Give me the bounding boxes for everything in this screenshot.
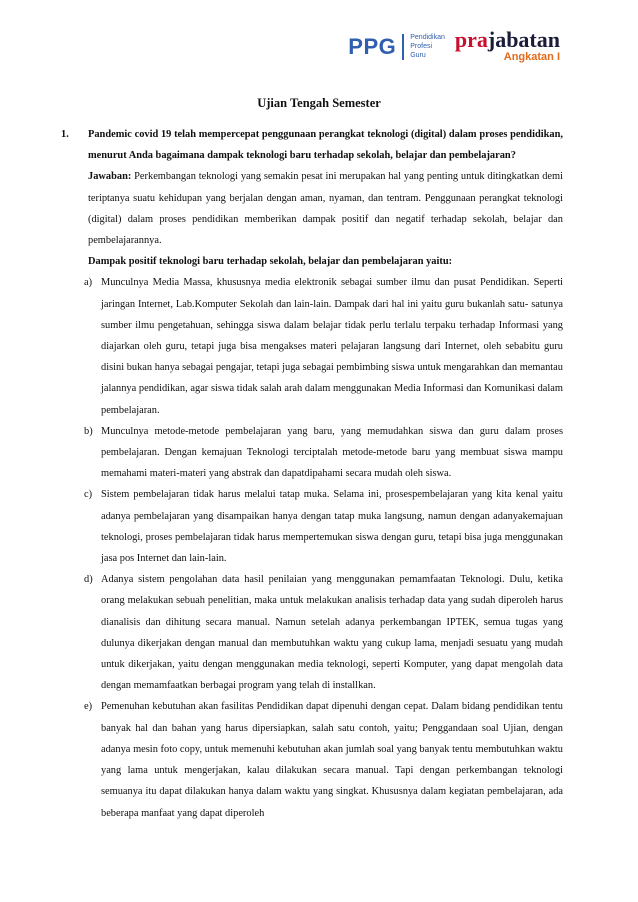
list-item-text: Munculnya metode-metode pembelajaran yang baru, yang memudahkan siswa dan guru dalam proses pembelajaran. Dengan kemajuan Teknologi terciptalah metode-metode baru yang membuat siswa mampu memahami materi-materi yang abstrak dan dapatdipahami secara mudah oleh siswa.: [101, 425, 563, 480]
document-body: [61, 124, 563, 824]
answer-paragraph: [88, 166, 563, 251]
list-item-text: Pemenuhan kebutuhan akan fasilitas Pendidikan dapat dipenuhi dengan cepat. Dalam bidang pendidikan tentu banyak hal dan bahan yang harus dipersiapkan, salah satu contoh, yaitu; Penggandaan soal Ujian, dengan adanya mesin foto copy, untuk memenuhi kebutuhan akan jumlah soal yang banyak tentu membutuhkan waktu yang lama untuk mengerjakan, kalau dilakukan secara manual. Tapi dengan perkembangan teknologi semuanya itu dapat dilakukan hanya dalam waktu yang singkat. Khususnya dalam kegiatan pembelajaran, ada beberapa manfaat yang dapat diperoleh: [101, 701, 563, 819]
question-text: Pandemic covid 19 telah mempercepat penggunaan perangkat teknologi (digital) dalam proses pendidikan, menurut Anda bagaimana dampak teknologi baru terhadap sekolah, belajar dan pembelajaran?: [88, 129, 563, 162]
list-item-text: Munculnya Media Massa, khususnya media elektronik sebagai sumber ilmu dan pusat Pendidikan. Seperti jaringan Internet, Lab.Komputer Sekolah dan lain-lain. Dampak dari hal ini yaitu guru bukanlah satu- satunya sumber ilmu pengetahuan, sehingga siswa dalam belajar tidak perlu terlalu terpaku terhadap Informasi yang diajarkan oleh guru, tetapi juga bisa mengakses materi pelajaran langsung dari Internet, oleh sebabitu guru disini bukan hanya sebagai pengajar, tetapi juga sebagai pembimbing siswa untuk mengarahkan dan memantau jalannya pendidikan, agar siswa tidak salah arah dalam menggunakan Media Informasi dan Komunikasi dalam pembelajaran.: [101, 277, 563, 416]
list-item: [84, 272, 563, 420]
ppg-sub-line: Guru: [410, 52, 426, 59]
ppg-sub-line: Profesi: [410, 43, 433, 50]
prajabatan-jabatan: jabatan: [487, 27, 560, 52]
list-item-marker: e): [84, 701, 93, 713]
list-item-marker: a): [84, 277, 93, 289]
angkatan-label: Angkatan I: [503, 51, 560, 63]
question-number: 1.: [61, 129, 69, 140]
ppg-sub-line: Pendidikan: [410, 34, 445, 41]
document-title: Ujian Tengah Semester: [257, 96, 381, 110]
ppg-logo: [348, 33, 445, 60]
list-item-marker: b): [84, 425, 93, 437]
answer-label: Jawaban:: [88, 171, 132, 183]
list-item-text: Sistem pembelajaran tidak harus melalui tatap muka. Selama ini, prosespembelajaran yang kita kenal yaitu adanya pembelajaran yang disampaikan hanya dengan tatap muka langsung, namun dengan adanyakemajuan teknologi, proses pembelajaran tidak harus mempertemukan siswa dengan guru, tetapi bisa juga menggunakan jasa pos Internet dan lain-lain.: [101, 489, 563, 565]
list-item: [84, 484, 563, 569]
list-item: [84, 569, 563, 696]
ppg-logo-text: PPG: [348, 33, 397, 59]
list-item-marker: d): [84, 574, 93, 586]
list-item-text: Adanya sistem pengolahan data hasil penilaian yang menggunakan pemamfaatan Teknologi. Dulu, ketika orang melakukan sebuah penelitian, maka untuk melakukan analisis terhadap data yang sudah diperoleh harus dianalisis dan dihitung secara manual. Namun setelah adanya perkembangan IPTEK, semua tugas yang dulunya dikerjakan dengan manual dan membutuhkan waktu yang cukup lama, menjadi sesuatu yang mudah untuk dikerjakan, yaitu dengan menggunakan media teknologi, seperti Komputer, yang dapat mengolah data dengan memamfaatkan berbagai program yang telah di installkan.: [101, 574, 563, 692]
prajabatan-logo: [454, 27, 560, 63]
answer-text: Perkembangan teknologi yang semakin pesat ini merupakan hal yang penting untuk ditingkatkan demi teriptanya suatu kehidupan yang berjalan dengan aman, nyaman, dan tentram. Penggunaan perangkat teknologi (digital) dalam proses pendidikan memberikan dampak positif dan negatif terhadap sekolah, belajar dan pembelajarannya.: [88, 171, 563, 247]
list-item: [84, 696, 563, 823]
list-item-marker: c): [84, 489, 93, 501]
impact-list: [84, 272, 563, 823]
prajabatan-pra: pra: [454, 27, 488, 52]
positive-impact-heading: Dampak positif teknologi baru terhadap sekolah, belajar dan pembelajaran yaitu:: [88, 256, 453, 268]
ppg-logo-divider: [402, 34, 404, 60]
header-logos: [348, 27, 560, 63]
question: [61, 124, 563, 166]
ppg-logo-subtitle: [410, 33, 445, 60]
list-item: [84, 421, 563, 485]
prajabatan-logo-title: [454, 27, 560, 52]
